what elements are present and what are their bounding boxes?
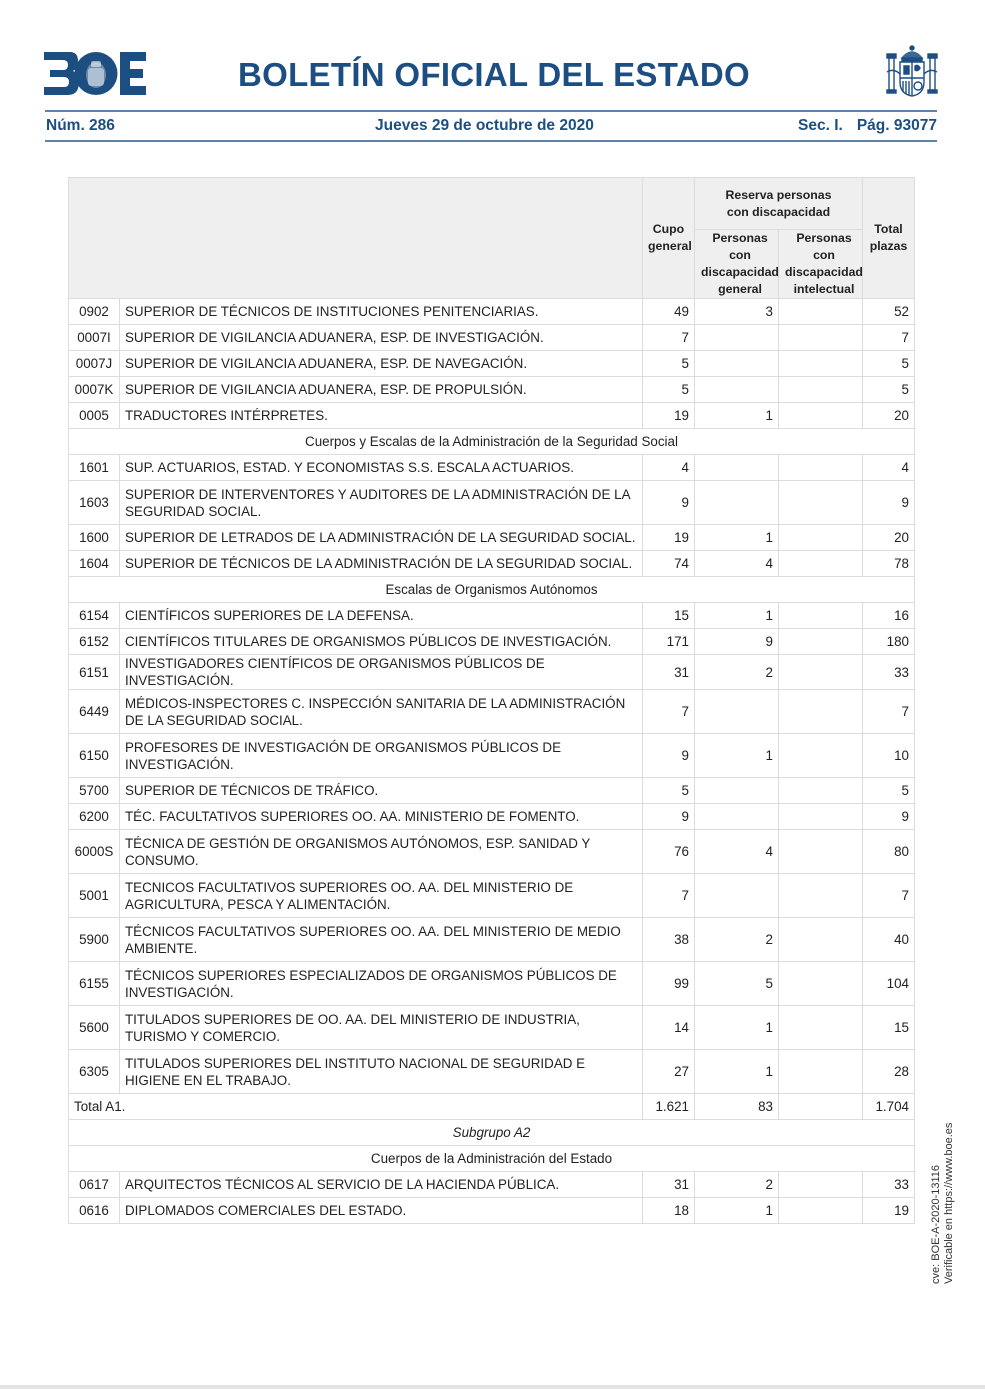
header-cupo-general: Cupo general <box>643 178 695 299</box>
row-name: TÉC. FACULTATIVOS SUPERIORES OO. AA. MINISTERIO DE FOMENTO. <box>120 804 643 830</box>
row-name: SUPERIOR DE TÉCNICOS DE TRÁFICO. <box>120 778 643 804</box>
total-plazas: 1.704 <box>863 1094 915 1120</box>
row-disc-intelectual <box>779 804 863 830</box>
row-disc-general <box>695 778 779 804</box>
table-row <box>69 830 915 874</box>
row-code: 5001 <box>69 874 120 918</box>
row-code: 6449 <box>69 690 120 734</box>
row-cupo-general: 31 <box>643 1172 695 1198</box>
row-total: 15 <box>863 1006 915 1050</box>
header-disc-intelectual <box>779 230 863 299</box>
table-row <box>69 403 915 429</box>
total-disc-general: 83 <box>695 1094 779 1120</box>
row-disc-general <box>695 690 779 734</box>
table-row <box>69 655 915 690</box>
row-disc-general: 5 <box>695 962 779 1006</box>
section-label: Subgrupo A2 <box>69 1120 915 1146</box>
boe-logo-icon <box>44 52 146 95</box>
row-code: 6000S <box>69 830 120 874</box>
row-total: 9 <box>863 481 915 525</box>
bulletin-title: BOLETÍN OFICIAL DEL ESTADO <box>238 56 750 93</box>
table-row <box>69 690 915 734</box>
table-row <box>69 1006 915 1050</box>
row-total: 7 <box>863 325 915 351</box>
row-name: SUPERIOR DE VIGILANCIA ADUANERA, ESP. DE INVESTIGACIÓN. <box>120 325 643 351</box>
header-disc-general-label: Personas con discapacidad general <box>701 231 779 296</box>
row-disc-intelectual <box>779 874 863 918</box>
row-disc-general: 2 <box>695 1172 779 1198</box>
row-total: 5 <box>863 351 915 377</box>
row-total: 20 <box>863 403 915 429</box>
row-disc-intelectual <box>779 525 863 551</box>
row-disc-intelectual <box>779 403 863 429</box>
row-disc-intelectual <box>779 299 863 325</box>
row-disc-intelectual <box>779 377 863 403</box>
row-cupo-general: 76 <box>643 830 695 874</box>
coat-of-arms-icon <box>884 44 940 100</box>
row-disc-general: 9 <box>695 629 779 655</box>
row-total: 180 <box>863 629 915 655</box>
row-code: 1601 <box>69 455 120 481</box>
row-total: 19 <box>863 1198 915 1224</box>
row-disc-intelectual <box>779 603 863 629</box>
header-total-label: Total plazas <box>869 222 908 253</box>
row-disc-general: 1 <box>695 603 779 629</box>
section-label: Sec. I. <box>798 117 843 134</box>
header-rule-bottom <box>45 140 937 142</box>
cve-code: cve: BOE-A-2020-13116 <box>930 1164 942 1284</box>
section-row <box>69 1146 915 1172</box>
row-name: MÉDICOS-INSPECTORES C. INSPECCIÓN SANITARIA DE LA ADMINISTRACIÓN DE LA SEGURIDAD SOCIAL. <box>120 690 643 734</box>
row-name: TÉCNICOS SUPERIORES ESPECIALIZADOS DE ORGANISMOS PÚBLICOS DE INVESTIGACIÓN. <box>120 962 643 1006</box>
row-code: 5600 <box>69 1006 120 1050</box>
table-header <box>69 178 915 299</box>
row-code: 1604 <box>69 551 120 577</box>
row-disc-general: 3 <box>695 299 779 325</box>
total-cupo-general: 1.621 <box>643 1094 695 1120</box>
row-total: 5 <box>863 778 915 804</box>
row-cupo-general: 9 <box>643 804 695 830</box>
table-row <box>69 325 915 351</box>
row-cupo-general: 38 <box>643 918 695 962</box>
row-name: INVESTIGADORES CIENTÍFICOS DE ORGANISMOS PÚBLICOS DE INVESTIGACIÓN. <box>120 655 643 690</box>
row-code: 0007J <box>69 351 120 377</box>
row-disc-intelectual <box>779 778 863 804</box>
row-total: 80 <box>863 830 915 874</box>
row-disc-intelectual <box>779 629 863 655</box>
row-cupo-general: 14 <box>643 1006 695 1050</box>
header-rule-top <box>45 110 937 112</box>
row-disc-intelectual <box>779 918 863 962</box>
row-cupo-general: 5 <box>643 778 695 804</box>
row-name: SUPERIOR DE TÉCNICOS DE INSTITUCIONES PENITENCIARIAS. <box>120 299 643 325</box>
row-cupo-general: 171 <box>643 629 695 655</box>
row-total: 52 <box>863 299 915 325</box>
row-disc-general: 1 <box>695 525 779 551</box>
row-name: SUP. ACTUARIOS, ESTAD. Y ECONOMISTAS S.S. ESCALA ACTUARIOS. <box>120 455 643 481</box>
row-disc-general <box>695 351 779 377</box>
row-code: 1600 <box>69 525 120 551</box>
table-row <box>69 377 915 403</box>
row-name: SUPERIOR DE TÉCNICOS DE LA ADMINISTRACIÓN DE LA SEGURIDAD SOCIAL. <box>120 551 643 577</box>
row-disc-general: 1 <box>695 1006 779 1050</box>
row-name: SUPERIOR DE VIGILANCIA ADUANERA, ESP. DE NAVEGACIÓN. <box>120 351 643 377</box>
row-total: 33 <box>863 655 915 690</box>
row-cupo-general: 4 <box>643 455 695 481</box>
issue-date: Jueves 29 de octubre de 2020 <box>375 117 594 134</box>
header-total-plazas <box>863 178 915 299</box>
row-code: 6200 <box>69 804 120 830</box>
row-disc-general <box>695 455 779 481</box>
table-row <box>69 481 915 525</box>
table-body <box>69 299 915 1224</box>
header-reserva-label: Reserva personas con discapacidad <box>725 187 832 219</box>
total-row <box>69 1094 915 1120</box>
row-code: 0617 <box>69 1172 120 1198</box>
row-name: TÉCNICA DE GESTIÓN DE ORGANISMOS AUTÓNOMOS, ESP. SANIDAD Y CONSUMO. <box>120 830 643 874</box>
row-name: SUPERIOR DE INTERVENTORES Y AUDITORES DE LA ADMINISTRACIÓN DE LA SEGURIDAD SOCIAL. <box>120 481 643 525</box>
section-label: Cuerpos y Escalas de la Administración de la Seguridad Social <box>69 429 915 455</box>
row-disc-intelectual <box>779 690 863 734</box>
row-code: 1603 <box>69 481 120 525</box>
header-disc-general <box>695 230 779 299</box>
table-row <box>69 734 915 778</box>
table-row <box>69 629 915 655</box>
row-disc-general: 2 <box>695 655 779 690</box>
row-code: 0007I <box>69 325 120 351</box>
row-total: 104 <box>863 962 915 1006</box>
row-disc-general: 4 <box>695 830 779 874</box>
row-disc-intelectual <box>779 1198 863 1224</box>
issue-number: Núm. 286 <box>46 117 115 134</box>
row-name: TÉCNICOS FACULTATIVOS SUPERIORES OO. AA. DEL MINISTERIO DE MEDIO AMBIENTE. <box>120 918 643 962</box>
section-row <box>69 429 915 455</box>
vacancies-table <box>68 177 915 1224</box>
row-disc-general: 1 <box>695 1198 779 1224</box>
row-total: 40 <box>863 918 915 962</box>
section-page <box>798 117 937 135</box>
row-disc-intelectual <box>779 962 863 1006</box>
section-label: Cuerpos de la Administración del Estado <box>69 1146 915 1172</box>
table-row <box>69 874 915 918</box>
row-name: SUPERIOR DE LETRADOS DE LA ADMINISTRACIÓN DE LA SEGURIDAD SOCIAL. <box>120 525 643 551</box>
page-number: Pág. 93077 <box>856 117 937 134</box>
row-cupo-general: 99 <box>643 962 695 1006</box>
table-row <box>69 778 915 804</box>
row-cupo-general: 31 <box>643 655 695 690</box>
header-blank-cell <box>69 178 643 299</box>
row-disc-general <box>695 804 779 830</box>
row-disc-general: 4 <box>695 551 779 577</box>
row-disc-intelectual <box>779 734 863 778</box>
total-label: Total A1. <box>69 1094 643 1120</box>
verification-note <box>930 1123 956 1284</box>
row-name: TITULADOS SUPERIORES DEL INSTITUTO NACIONAL DE SEGURIDAD E HIGIENE EN EL TRABAJO. <box>120 1050 643 1094</box>
row-code: 6305 <box>69 1050 120 1094</box>
row-total: 5 <box>863 377 915 403</box>
row-code: 0005 <box>69 403 120 429</box>
row-cupo-general: 9 <box>643 734 695 778</box>
row-cupo-general: 7 <box>643 874 695 918</box>
row-cupo-general: 19 <box>643 525 695 551</box>
row-disc-general: 2 <box>695 918 779 962</box>
page-bottom-edge <box>0 1385 985 1389</box>
row-disc-intelectual <box>779 655 863 690</box>
row-disc-general <box>695 325 779 351</box>
row-disc-general: 1 <box>695 403 779 429</box>
row-code: 6155 <box>69 962 120 1006</box>
row-code: 6152 <box>69 629 120 655</box>
header-reserva-discapacidad <box>695 178 863 230</box>
row-name: SUPERIOR DE VIGILANCIA ADUANERA, ESP. DE PROPULSIÓN. <box>120 377 643 403</box>
row-total: 7 <box>863 874 915 918</box>
table-row <box>69 1198 915 1224</box>
total-disc-intelectual <box>779 1094 863 1120</box>
row-code: 5700 <box>69 778 120 804</box>
row-disc-general <box>695 481 779 525</box>
table-row <box>69 603 915 629</box>
table-row <box>69 351 915 377</box>
row-disc-intelectual <box>779 551 863 577</box>
row-disc-general: 1 <box>695 1050 779 1094</box>
verify-url: Verificable en https://www.boe.es <box>943 1122 955 1284</box>
table-row <box>69 299 915 325</box>
row-total: 20 <box>863 525 915 551</box>
row-total: 78 <box>863 551 915 577</box>
row-total: 16 <box>863 603 915 629</box>
row-name: DIPLOMADOS COMERCIALES DEL ESTADO. <box>120 1198 643 1224</box>
row-code: 0902 <box>69 299 120 325</box>
row-cupo-general: 9 <box>643 481 695 525</box>
table-row <box>69 804 915 830</box>
row-cupo-general: 18 <box>643 1198 695 1224</box>
table-row <box>69 455 915 481</box>
row-disc-intelectual <box>779 830 863 874</box>
row-total: 9 <box>863 804 915 830</box>
row-total: 33 <box>863 1172 915 1198</box>
row-total: 28 <box>863 1050 915 1094</box>
row-cupo-general: 7 <box>643 325 695 351</box>
row-code: 6150 <box>69 734 120 778</box>
row-code: 6151 <box>69 655 120 690</box>
subgroup-row <box>69 1120 915 1146</box>
table-row <box>69 962 915 1006</box>
row-cupo-general: 74 <box>643 551 695 577</box>
row-cupo-general: 27 <box>643 1050 695 1094</box>
row-cupo-general: 5 <box>643 351 695 377</box>
header-disc-intelectual-label: Personas con discapacidad intelectual <box>785 231 863 296</box>
row-disc-general: 1 <box>695 734 779 778</box>
row-code: 0616 <box>69 1198 120 1224</box>
row-name: TITULADOS SUPERIORES DE OO. AA. DEL MINISTERIO DE INDUSTRIA, TURISMO Y COMERCIO. <box>120 1006 643 1050</box>
row-disc-intelectual <box>779 1172 863 1198</box>
row-name: TECNICOS FACULTATIVOS SUPERIORES OO. AA. DEL MINISTERIO DE AGRICULTURA, PESCA Y ALIMENTACIÓN. <box>120 874 643 918</box>
table-row <box>69 918 915 962</box>
row-name: CIENTÍFICOS SUPERIORES DE LA DEFENSA. <box>120 603 643 629</box>
row-disc-intelectual <box>779 1050 863 1094</box>
row-code: 5900 <box>69 918 120 962</box>
row-cupo-general: 7 <box>643 690 695 734</box>
row-disc-intelectual <box>779 351 863 377</box>
table-row <box>69 525 915 551</box>
row-disc-intelectual <box>779 481 863 525</box>
row-disc-intelectual <box>779 455 863 481</box>
section-row <box>69 577 915 603</box>
row-name: PROFESORES DE INVESTIGACIÓN DE ORGANISMOS PÚBLICOS DE INVESTIGACIÓN. <box>120 734 643 778</box>
row-cupo-general: 15 <box>643 603 695 629</box>
row-total: 7 <box>863 690 915 734</box>
table-row <box>69 551 915 577</box>
row-total: 10 <box>863 734 915 778</box>
row-total: 4 <box>863 455 915 481</box>
row-code: 6154 <box>69 603 120 629</box>
row-cupo-general: 5 <box>643 377 695 403</box>
row-disc-intelectual <box>779 1006 863 1050</box>
row-name: CIENTÍFICOS TITULARES DE ORGANISMOS PÚBLICOS DE INVESTIGACIÓN. <box>120 629 643 655</box>
table-row <box>69 1172 915 1198</box>
section-label: Escalas de Organismos Autónomos <box>69 577 915 603</box>
row-cupo-general: 19 <box>643 403 695 429</box>
table-row <box>69 1050 915 1094</box>
row-code: 0007K <box>69 377 120 403</box>
row-name: TRADUCTORES INTÉRPRETES. <box>120 403 643 429</box>
row-cupo-general: 49 <box>643 299 695 325</box>
row-disc-intelectual <box>779 325 863 351</box>
row-name: ARQUITECTOS TÉCNICOS AL SERVICIO DE LA HACIENDA PÚBLICA. <box>120 1172 643 1198</box>
row-disc-general <box>695 874 779 918</box>
row-disc-general <box>695 377 779 403</box>
